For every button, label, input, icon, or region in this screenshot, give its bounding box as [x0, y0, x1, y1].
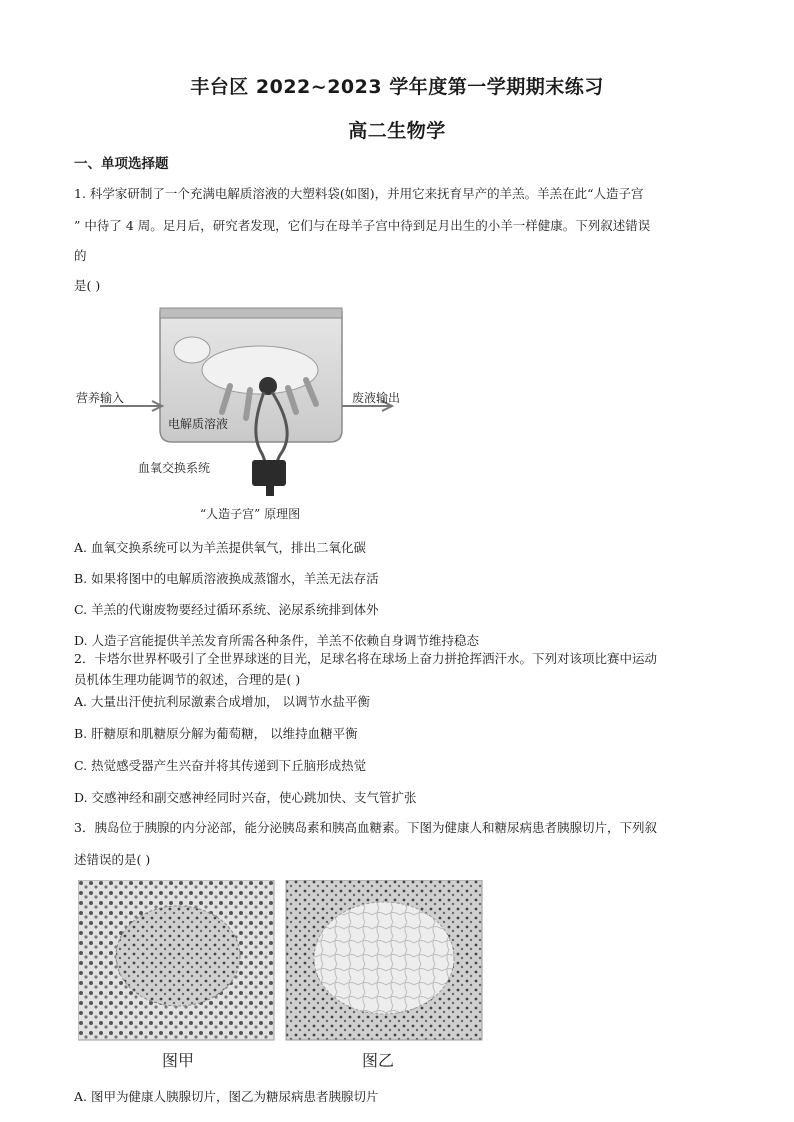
label-electrolyte-solution: 电解质溶液 — [168, 417, 229, 431]
q1-stem-line1: 1. 科学家研制了一个充满电解质溶液的大塑料袋(如图)，并用它来抚育早产的羊羔。羊羔在此“人造子宫 — [74, 186, 644, 201]
pancreas-sections — [78, 880, 498, 1080]
label-nutrition-input: 营养输入 — [76, 391, 125, 405]
umbilical-connector — [259, 377, 277, 395]
q1-option-b: B. 如果将图中的电解质溶液换成蒸馏水，羊羔无法存活 — [74, 571, 379, 586]
q2-option-a: A. 大量出汗使抗利尿激素合成增加， 以调节水盐平衡 — [74, 694, 370, 709]
q2-option-c: C. 热觉感受器产生兴奋并将其传递到下丘脑形成热觉 — [74, 758, 367, 773]
q2-option-d: D. 交感神经和副交感神经同时兴奋，使心跳加快、支气管扩张 — [74, 790, 417, 805]
lamb-head — [174, 337, 210, 363]
islet-a — [116, 906, 240, 1006]
q1-stem-line4: 是( ) — [74, 278, 101, 293]
artificial-womb-diagram — [60, 300, 420, 530]
q3-stem-line1: 3．胰岛位于胰腺的内分泌部，能分泌胰岛素和胰高血糖素。下图为健康人和糖尿病患者胰腺切片，下列叙 — [74, 820, 657, 835]
label-waste-output: 废液输出 — [352, 391, 401, 405]
q3-option-a: A. 图甲为健康人胰腺切片，图乙为糖尿病患者胰腺切片 — [74, 1089, 379, 1104]
artificial-womb-figure — [60, 300, 420, 530]
bag-seal-strip — [160, 308, 342, 318]
page-title: 丰台区 2022~2023 学年度第一学期期末练习 — [190, 76, 604, 98]
q1-option-a: A. 血氧交换系统可以为羊羔提供氧气，排出二氧化碳 — [74, 540, 366, 555]
exchange-device — [252, 460, 286, 486]
q1-stem-line2: ” 中待了 4 周。足月后，研究者发现，它们与在母羊子宫中待到足月出生的小羊一样健康。下列叙述错误 — [74, 218, 651, 233]
islet-b — [314, 902, 454, 1014]
figure1-caption: “人造子宫” 原理图 — [200, 507, 301, 521]
q3-stem-line2: 述错误的是( ) — [74, 852, 151, 867]
q1-stem-line3: 的 — [74, 248, 87, 263]
section-heading: 一、单项选择题 — [74, 156, 169, 172]
pancreas-sections-figure — [78, 880, 498, 1080]
caption-figure-a: 图甲 — [162, 1051, 195, 1070]
q2-option-b: B. 肝糖原和肌糖原分解为葡萄糖， 以维持血糖平衡 — [74, 726, 358, 741]
q2-stem-line1: 2．卡塔尔世界杯吸引了全世界球迷的目光，足球名将在球场上奋力拼抢挥洒汗水。下列对该项比赛中运动 — [74, 651, 657, 666]
label-blood-oxygen-system: 血氧交换系统 — [138, 461, 211, 475]
caption-figure-b: 图乙 — [362, 1051, 395, 1070]
q2-stem-line2: 员机体生理功能调节的叙述，合理的是( ) — [74, 672, 301, 687]
page-subtitle: 高二生物学 — [348, 120, 446, 142]
q1-option-c: C. 羊羔的代谢废物要经过循环系统、泌尿系统排到体外 — [74, 602, 379, 617]
q1-option-d: D. 人造子宫能提供羊羔发育所需各种条件，羊羔不依赖自身调节维持稳态 — [74, 633, 480, 648]
